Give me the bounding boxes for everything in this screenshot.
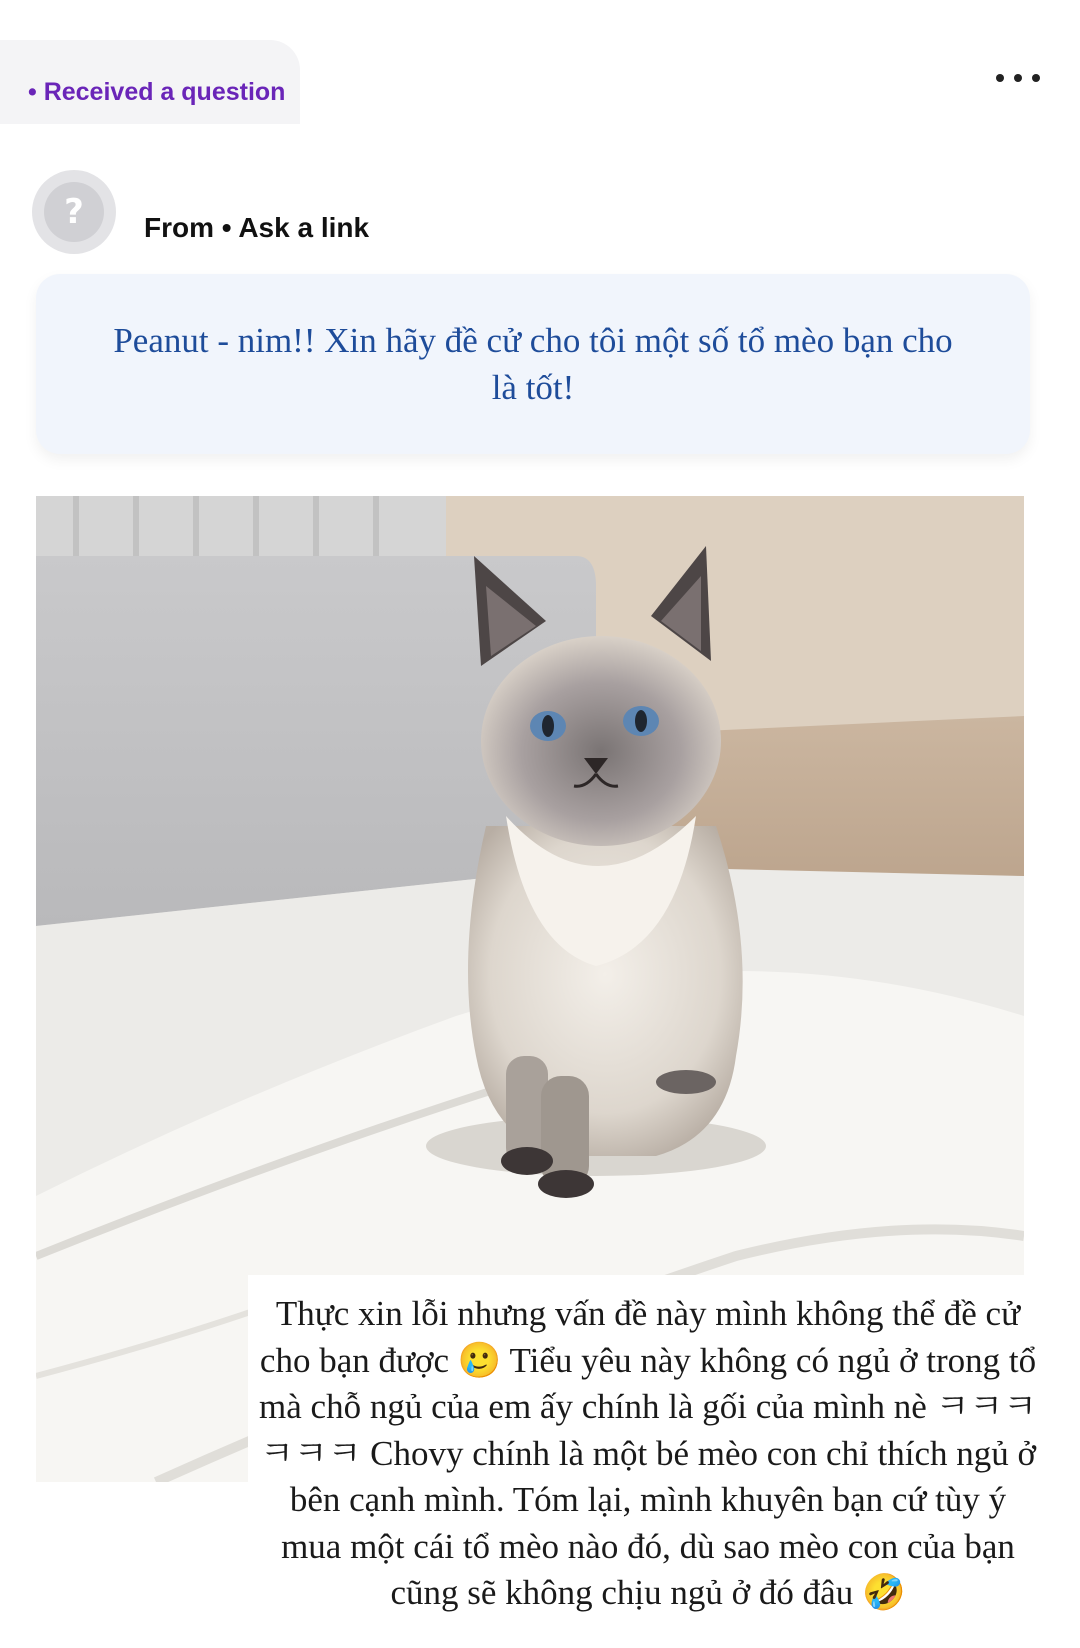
anonymous-avatar-icon[interactable] xyxy=(32,170,116,254)
from-line: From • Ask a link xyxy=(144,212,370,243)
more-options-icon[interactable] xyxy=(996,66,1040,90)
received-question-label: • Received a question xyxy=(28,78,286,106)
more-dot xyxy=(1014,74,1022,82)
more-dot xyxy=(1032,74,1040,82)
answer-text: Thực xin lỗi nhưng vấn đề này mình không thể đề cử cho bạn được 🥲 Tiểu yêu này không có ngủ ở trong tổ mà chỗ ngủ của em ấy chính là gối của mình nè ㅋㅋㅋㅋㅋㅋ Chovy chính là một bé mèo con chỉ thích ngủ ở bên cạnh mình. Tóm lại, mình khuyên bạn cứ tùy ý mua một cái tổ mèo nào đó, dù sao mèo con của bạn cũng sẽ không chịu ngủ ở đó đâu 🤣 xyxy=(248,1275,1048,1648)
avatar-glyph: ? xyxy=(44,182,104,242)
question-card xyxy=(36,274,1030,454)
more-dot xyxy=(996,74,1004,82)
question-text: Peanut - nim!! Xin hãy đề cử cho tôi một số tổ mèo bạn cho là tốt! xyxy=(113,321,953,407)
